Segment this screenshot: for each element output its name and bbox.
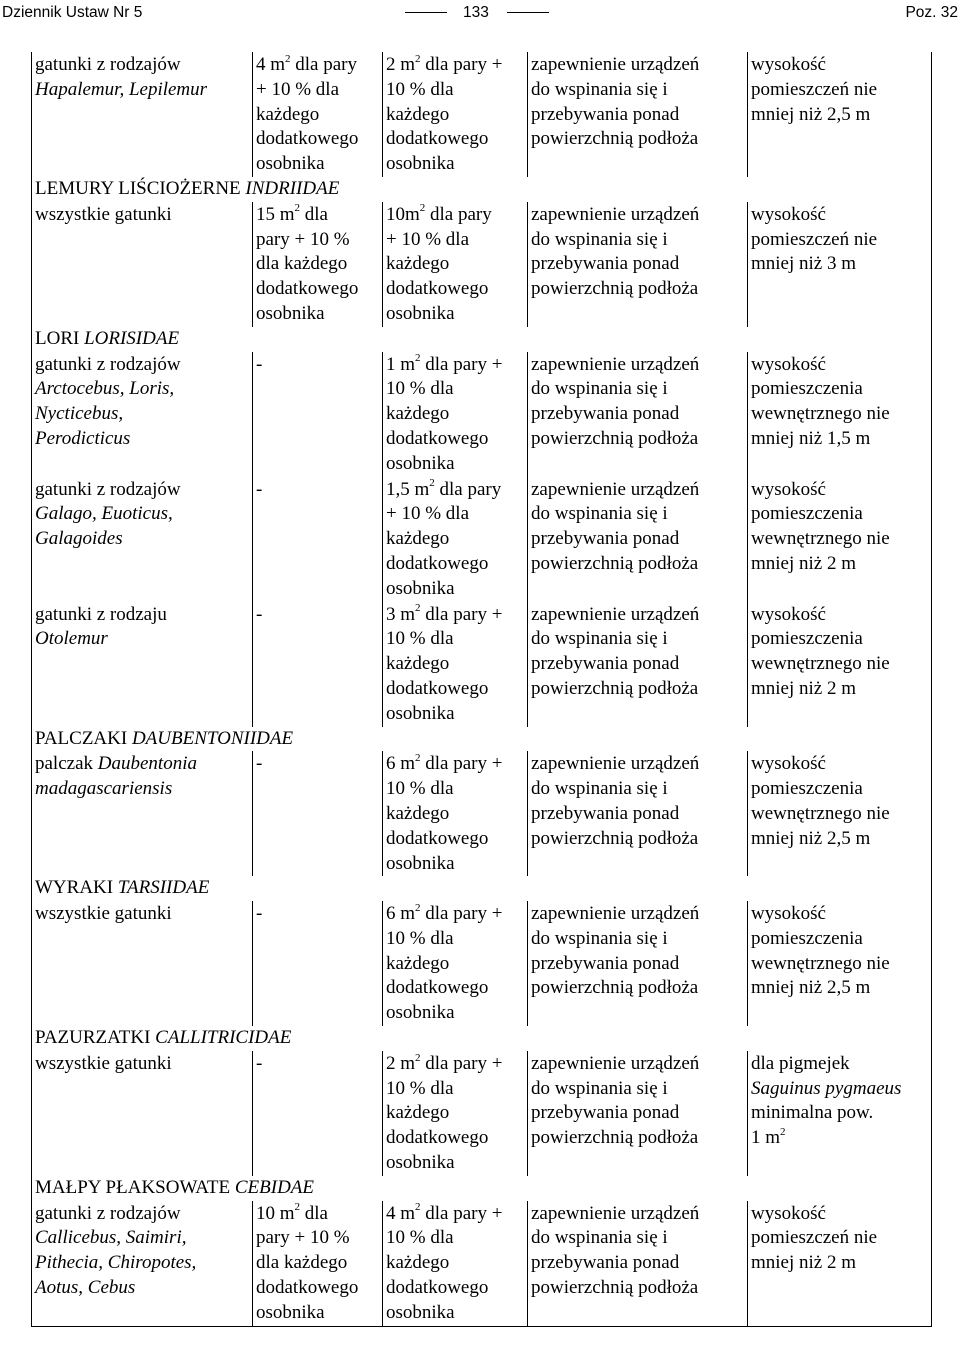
- indoor-area-cell: [383, 52, 528, 177]
- species-cell: [32, 1201, 253, 1326]
- species-cell: [32, 751, 253, 876]
- equipment-requirement-cell: [528, 352, 748, 477]
- height-requirement-cell: [748, 352, 932, 477]
- equipment-requirement-text: zapewnienie urządzeń do wspinania się i przebywania ponad powierzchnią podłoża: [531, 203, 700, 300]
- species-cell: [32, 602, 253, 727]
- equipment-requirement-cell: [528, 1201, 748, 1326]
- height-requirement-cell: [748, 751, 932, 876]
- indoor-area-text: 6 $m^2$ dla pary + 10 % dla każdego dodatkowego osobnika: [386, 751, 503, 874]
- indoor-area-text: 3 $m^2$ dla pary + 10 % dla każdego dodatkowego osobnika: [386, 602, 503, 724]
- species-latin-names: Callicebus, Saimiri, Pithecia, Chiropotes, Aotus, Cebus: [35, 1227, 197, 1299]
- page-header: [0, 0, 960, 30]
- height-requirement-text: wysokość pomieszczenia wewnętrznego nie mniej niż 2,5 m: [751, 753, 890, 849]
- indoor-area-text: 1,5 $m^2$ dla pary + 10 % dla każdego dodatkowego osobnika: [386, 477, 502, 599]
- outdoor-area-cell: [253, 1051, 383, 1176]
- species-group: wszystkie gatunki: [35, 1052, 172, 1074]
- species-cell: [32, 901, 253, 1026]
- species-row: [32, 1201, 932, 1326]
- species-cell: [32, 52, 253, 177]
- outdoor-area-text: -: [256, 353, 263, 375]
- indoor-area-text: 1 $m^2$ dla pary + 10 % dla każdego dodatkowego osobnika: [386, 352, 503, 474]
- equipment-requirement-text: zapewnienie urządzeń do wspinania się i przebywania ponad powierzchnią podłoża: [531, 1202, 700, 1299]
- equipment-requirement-text: zapewnienie urządzeń do wspinania się i przebywania ponad powierzchnią podłoża: [531, 353, 700, 449]
- species-row: [32, 352, 932, 477]
- species-group: gatunki z rodzajów: [35, 353, 181, 375]
- family-latin-name: INDRIIDAE: [245, 177, 340, 199]
- equipment-requirement-text: zapewnienie urządzeń do wspinania się i przebywania ponad powierzchnią podłoża: [531, 903, 700, 999]
- family-heading: [32, 1026, 932, 1051]
- species-latin-names: Galago, Euoticus, Galagoides: [35, 503, 173, 550]
- equipment-requirement-cell: [528, 751, 748, 876]
- outdoor-area-text: -: [256, 603, 263, 625]
- species-latin-names: Daubentonia madagascariensis: [35, 753, 197, 800]
- height-requirement-cell: [748, 1201, 932, 1326]
- outdoor-area-cell: [253, 901, 383, 1026]
- equipment-requirement-cell: [528, 1051, 748, 1176]
- outdoor-area-text: 15 $m^2$ dla pary + 10 % dla każdego dodatkowego osobnika: [256, 202, 359, 324]
- family-name: LORI: [35, 327, 80, 349]
- indoor-area-text: 6 $m^2$ dla pary + 10 % dla każdego dodatkowego osobnika: [386, 901, 503, 1024]
- indoor-area-cell: [383, 477, 528, 602]
- equipment-requirement-text: zapewnienie urządzeń do wspinania się i przebywania ponad powierzchnią podłoża: [531, 753, 700, 849]
- family-latin-name: CEBIDAE: [234, 1176, 315, 1198]
- header-dash-left: [405, 12, 447, 13]
- family-name: LEMURY LIŚCIOŻERNE: [35, 177, 241, 199]
- outdoor-area-text: 4 $m^2$ dla pary + 10 % dla każdego dodatkowego osobnika: [256, 52, 359, 175]
- family-heading: [32, 1176, 932, 1201]
- height-requirement-text: wysokość pomieszczeń nie mniej niż 2 m: [751, 1202, 878, 1274]
- equipment-requirement-text: zapewnienie urządzeń do wspinania się i przebywania ponad powierzchnią podłoża: [531, 478, 700, 574]
- species-group: gatunki z rodzajów: [35, 54, 181, 75]
- family-row: [32, 177, 932, 202]
- height-requirement-text: wysokość pomieszczenia wewnętrznego nie mniej niż 1,5 m: [751, 353, 890, 449]
- indoor-area-cell: [383, 901, 528, 1026]
- equipment-requirement-text: zapewnienie urządzeń do wspinania się i przebywania ponad powierzchnią podłoża: [531, 54, 700, 150]
- indoor-area-text: 2 $m^2$ dla pary + 10 % dla każdego dodatkowego osobnika: [386, 52, 503, 175]
- family-latin-name: LORISIDAE: [84, 327, 180, 349]
- species-cell: [32, 1051, 253, 1176]
- family-latin-name: DAUBENTONIIDAE: [131, 727, 294, 749]
- outdoor-area-text: -: [256, 1052, 263, 1074]
- species-group: wszystkie gatunki: [35, 903, 172, 925]
- species-cell: [32, 477, 253, 602]
- species-row: [32, 901, 932, 1026]
- family-name: WYRAKI: [35, 877, 114, 899]
- height-requirement-text: dla pigmejek Saguinus pygmaeus minimalna pow. 1 $m^2$: [751, 1052, 902, 1149]
- species-row: [32, 1051, 932, 1176]
- family-row: [32, 1026, 932, 1051]
- journal-title: Dziennik Ustaw Nr 5: [2, 4, 143, 21]
- header-dash-right: [507, 12, 549, 13]
- species-latin-names: Arctocebus, Loris, Nycticebus, Perodicticus: [35, 378, 175, 449]
- height-requirement-cell: [748, 52, 932, 177]
- species-group: wszystkie gatunki: [35, 203, 172, 225]
- height-requirement-cell: [748, 602, 932, 727]
- height-requirement-cell: [748, 1051, 932, 1176]
- indoor-area-text: 2 $m^2$ dla pary + 10 % dla każdego dodatkowego osobnika: [386, 1051, 503, 1174]
- family-latin-name: TARSIIDAE: [117, 877, 210, 899]
- family-row: [32, 727, 932, 752]
- outdoor-area-cell: [253, 1201, 383, 1326]
- species-row: [32, 602, 932, 727]
- family-heading: [32, 727, 932, 752]
- species-row: [32, 751, 932, 876]
- species-cell: [32, 352, 253, 477]
- family-row: [32, 876, 932, 901]
- height-requirement-text: wysokość pomieszczenia wewnętrznego nie mniej niż 2 m: [751, 478, 890, 574]
- family-row: [32, 327, 932, 352]
- family-heading: [32, 327, 932, 352]
- height-requirement-text: wysokość pomieszczeń nie mniej niż 2,5 m: [751, 54, 878, 125]
- height-requirement-cell: [748, 477, 932, 602]
- family-name: MAŁPY PŁAKSOWATE: [35, 1176, 231, 1198]
- outdoor-area-text: -: [256, 478, 263, 500]
- outdoor-area-cell: [253, 477, 383, 602]
- height-requirement-cell: [748, 901, 932, 1026]
- indoor-area-cell: [383, 751, 528, 876]
- indoor-area-cell: [383, 202, 528, 327]
- equipment-requirement-cell: [528, 202, 748, 327]
- indoor-area-cell: [383, 352, 528, 477]
- family-heading: [32, 177, 932, 202]
- equipment-requirement-cell: [528, 901, 748, 1026]
- position-number: Poz. 32: [905, 4, 958, 21]
- height-requirement-text: wysokość pomieszczenia wewnętrznego nie mniej niż 2 m: [751, 603, 890, 699]
- species-group: gatunki z rodzajów: [35, 478, 181, 500]
- equipment-requirement-cell: [528, 477, 748, 602]
- species-latin-names: Otolemur: [35, 628, 108, 650]
- height-requirement-cell: [748, 202, 932, 327]
- indoor-area-text: 4 $m^2$ dla pary + 10 % dla każdego dodatkowego osobnika: [386, 1201, 503, 1323]
- outdoor-area-cell: [253, 52, 383, 177]
- species-row: [32, 477, 932, 602]
- height-requirement-text: wysokość pomieszczeń nie mniej niż 3 m: [751, 203, 878, 275]
- equipment-requirement-cell: [528, 602, 748, 727]
- species-row: [32, 52, 932, 177]
- equipment-requirement-text: zapewnienie urządzeń do wspinania się i przebywania ponad powierzchnią podłoża: [531, 603, 700, 699]
- indoor-area-text: $10m^2$ dla pary + 10 % dla każdego dodatkowego osobnika: [386, 202, 492, 324]
- family-name: PALCZAKI: [35, 727, 128, 749]
- species-row: [32, 202, 932, 327]
- outdoor-area-cell: [253, 751, 383, 876]
- species-group: gatunki z rodzajów: [35, 1202, 181, 1224]
- outdoor-area-text: 10 $m^2$ dla pary + 10 % dla każdego dodatkowego osobnika: [256, 1201, 359, 1323]
- family-heading: [32, 876, 932, 901]
- species-group: palczak: [35, 753, 94, 775]
- family-latin-name: CALLITRICIDAE: [155, 1027, 292, 1049]
- outdoor-area-cell: [253, 602, 383, 727]
- outdoor-area-text: -: [256, 903, 263, 925]
- equipment-requirement-cell: [528, 52, 748, 177]
- animal-housing-table: [31, 52, 932, 1327]
- height-requirement-text: wysokość pomieszczenia wewnętrznego nie mniej niż 2,5 m: [751, 903, 890, 999]
- outdoor-area-cell: [253, 352, 383, 477]
- equipment-requirement-text: zapewnienie urządzeń do wspinania się i przebywania ponad powierzchnią podłoża: [531, 1052, 700, 1149]
- indoor-area-cell: [383, 602, 528, 727]
- family-name: PAZURZATKI: [35, 1027, 151, 1049]
- indoor-area-cell: [383, 1201, 528, 1326]
- indoor-area-cell: [383, 1051, 528, 1176]
- family-row: [32, 1176, 932, 1201]
- outdoor-area-cell: [253, 202, 383, 327]
- species-latin-names: Hapalemur, Lepilemur: [35, 78, 208, 100]
- species-cell: [32, 202, 253, 327]
- page-number: 133: [463, 4, 489, 21]
- species-group: gatunki z rodzaju: [35, 603, 167, 625]
- outdoor-area-text: -: [256, 753, 263, 775]
